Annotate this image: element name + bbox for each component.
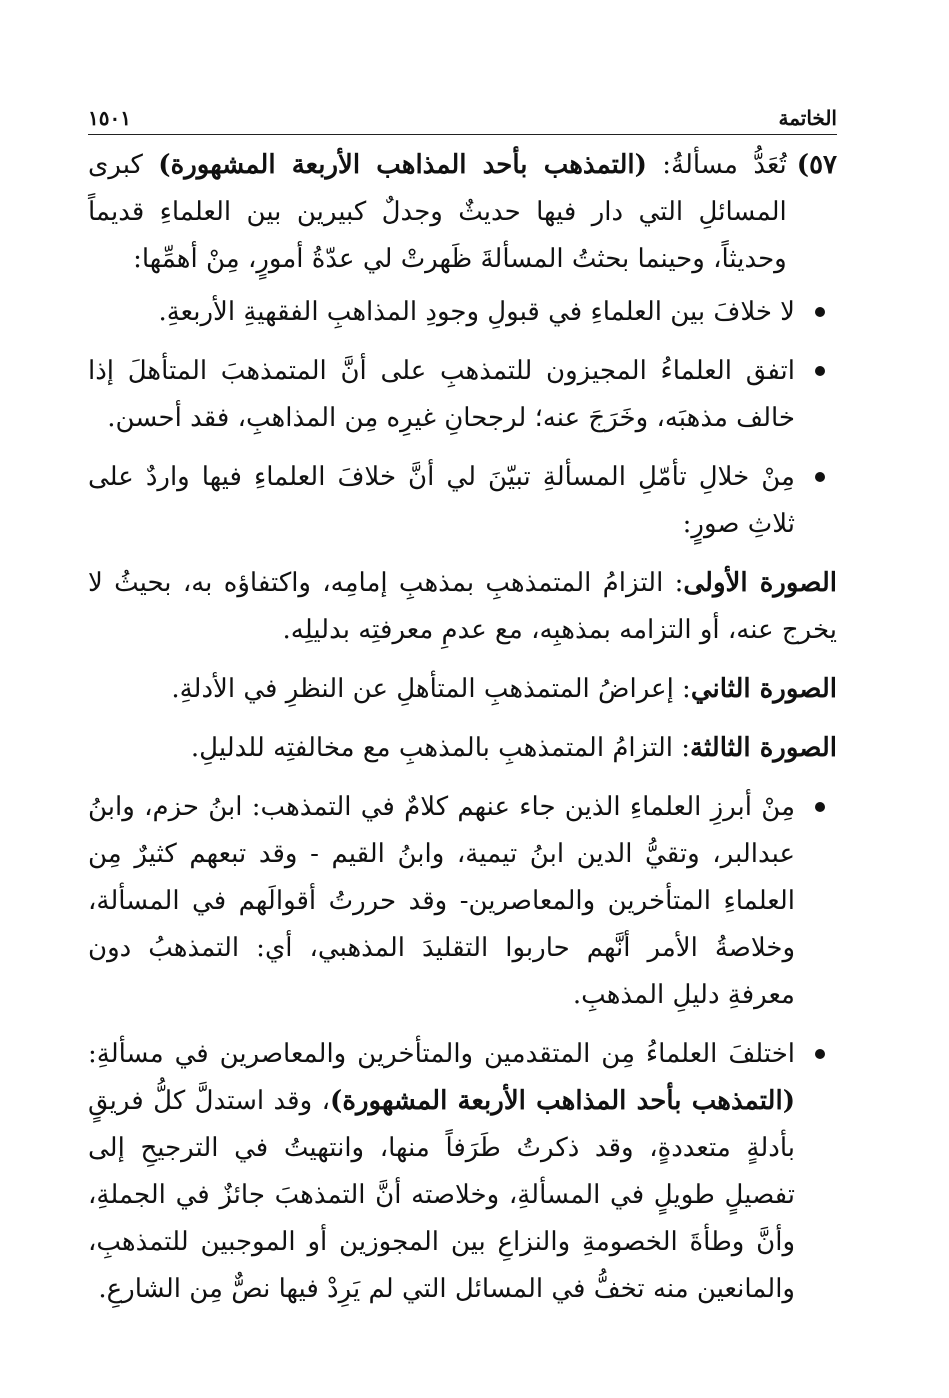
bullet-dot-icon bbox=[815, 307, 825, 317]
page-body bbox=[88, 142, 837, 1325]
bullet-item bbox=[88, 454, 837, 548]
chapter-title: الخاتمة bbox=[778, 106, 837, 130]
bullet-dot-icon bbox=[815, 1049, 825, 1059]
bullet-text: لا خلافَ بين العلماءِ في قبولِ وجودِ المذاهبِ الفقهيةِ الأربعةِ. bbox=[158, 297, 795, 327]
form-paragraph-third bbox=[88, 725, 837, 772]
bullet-text bbox=[88, 1039, 795, 1304]
form-title: الصورة الثالثة bbox=[690, 733, 837, 763]
form-text: : التزامُ المتمذهبِ بالمذهبِ مع مخالفتِه للدليلِ. bbox=[190, 733, 691, 763]
bullet-text: مِنْ أبرزِ العلماءِ الذين جاء عنهم كلامٌ في التمذهب: ابنُ حزم، وابنُ عبدالبر، وتقيُّ الدين ابنُ تيمية، وابنُ القيم - وقد تبعهم كثيرٌ مِن العلماءِ المتأخرين والمعاصرين- وقد حررتُ أقوالَهم في المسألة، وخلاصةُ الأمر أنَّهم حاربوا التقليدَ المذهبي، أي: التمذهبُ دون معرفةِ دليلِ المذهبِ. bbox=[88, 792, 796, 1010]
bullet-dot-icon bbox=[815, 366, 825, 376]
bullet-item bbox=[88, 289, 837, 336]
item-paragraph bbox=[88, 142, 787, 283]
item-text-intro: تُعَدُّ مسألةُ: bbox=[646, 150, 787, 180]
item-bold-topic: (التمذهب بأحد المذاهب الأربعة المشهورة) bbox=[158, 150, 647, 180]
bullet-dot-icon bbox=[815, 802, 825, 812]
bullet-text: مِنْ خلالِ تأمّلِ المسألةِ تبيّنَ لي أنَّ خلافَ العلماءِ فيها واردٌ على ثلاثِ صورٍ: bbox=[88, 462, 795, 539]
numbered-item bbox=[88, 142, 837, 283]
form-title: الصورة الثاني bbox=[690, 674, 837, 704]
bullet-dot-icon bbox=[815, 472, 825, 482]
bullet-text: اتفق العلماءُ المجيزون للتمذهبِ على أنَّ المتمذهبَ المتأهلَ إذا خالف مذهبَه، وخَرَجَ عنه؛ لرجحانِ غيرِه مِن المذاهبِ، فقد أحسن. bbox=[88, 356, 795, 433]
form-title: الصورة الأولى bbox=[683, 568, 837, 598]
bullet-list-findings bbox=[88, 289, 837, 548]
form-text: : إعراضُ المتمذهبِ المتأهلِ عن النظرِ في الأدلةِ. bbox=[171, 674, 691, 704]
form-text: : التزامُ المتمذهبِ بمذهبِ إمامِه، واكتفاؤه به، بحيثُ لا يخرج عنه، أو التزامه بمذهبِه، مع عدمِ معرفتِه بدليلِه. bbox=[88, 568, 837, 645]
running-header bbox=[88, 96, 837, 135]
bullet-item bbox=[88, 348, 837, 442]
bullet-item bbox=[88, 1031, 837, 1313]
form-paragraph-first bbox=[88, 560, 837, 654]
item-number: ٥٧) bbox=[796, 150, 837, 180]
bullet-list-conclusions bbox=[88, 784, 837, 1313]
item-text-rest: كبرى المسائلِ التي دار فيها حديثٌ وجدلٌ كبيرين بين العلماءِ قديماً وحديثاً، وحينما بحثتُ المسألةَ ظَهرتْ لي عدّةُ أمورٍ، مِنْ أهمِّها: bbox=[88, 150, 787, 274]
form-paragraph-second bbox=[88, 666, 837, 713]
bullet-item bbox=[88, 784, 837, 1019]
bullet-text-rest: ، وقد استدلَّ كلُّ فريقٍ بأدلةٍ متعددةٍ، وقد ذكرتُ طَرَفاً منها، وانتهيتُ في الترجيحِ إلى تفصيلٍ طويلٍ في المسألةِ، وخلاصته أنَّ التمذهبَ جائزٌ في الجملةِ، وأنَّ وطأةَ الخصومةِ والنزاعِ بين المجوزين أو الموجبين للتمذهبِ، والمانعين منه تخفُّ في المسائل التي لم يَرِدْ فيها نصٌّ مِن الشارعِ. bbox=[88, 1086, 795, 1304]
page-number: ١٥٠١ bbox=[88, 106, 131, 130]
bullet-text-intro: اختلفَ العلماءُ مِن المتقدمين والمتأخرين والمعاصرين في مسألةِ: bbox=[88, 1039, 795, 1069]
bullet-bold-topic: (التمذهب بأحد المذاهب الأربعة المشهورة) bbox=[330, 1086, 795, 1116]
